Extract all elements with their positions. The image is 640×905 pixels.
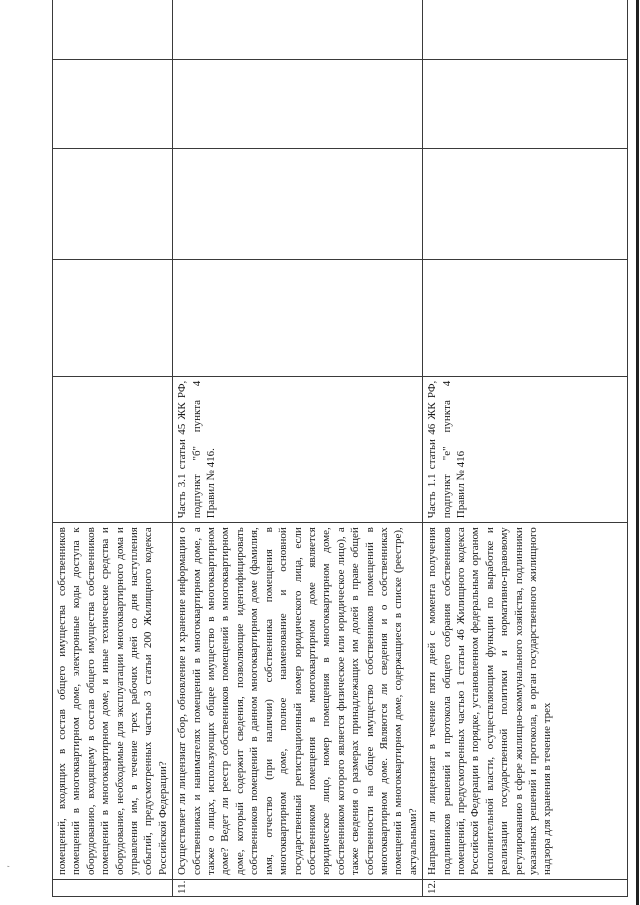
answer-no-cell <box>173 149 423 259</box>
question-cell: помещений, входящих в состав общего имущества собственников помещений в многоквартирном доме, электронные коды доступа к оборудованию, входящему в состав общего имущества собственников помещений в многоквартирном доме, и иные технические средства и оборудование, необходимые для эксплуатации многоквартирного дома и управления им, в течение трех рабочих дней со дня наступления событий, предусмотренных частью 3 статьи 200 Жилищного кодекса Российской Федерации? <box>53 523 173 880</box>
answer-no-cell <box>423 149 628 259</box>
table-row <box>53 0 173 897</box>
table-row <box>423 0 628 897</box>
answer-yes-cell <box>53 259 173 376</box>
note-cell <box>53 0 173 60</box>
answer-na-cell <box>423 60 628 149</box>
table-row <box>173 0 423 897</box>
answer-yes-cell <box>173 259 423 376</box>
note-cell <box>173 0 423 60</box>
reference-cell: Часть 3.1 статьи 45 ЖК РФ, подпункт "б" пункта 4 Правил № 416. <box>173 376 423 523</box>
answer-no-cell <box>53 149 173 259</box>
note-cell <box>423 0 628 60</box>
question-cell: Осуществляет ли лицензиат сбор, обновление и хранение информации о собственниках и нанимателях помещений в многоквартирном доме, а также о лицах, использующих общее имущество в многоквартирном доме? Ведет ли реестр собственников помещений в многоквартирном доме, который содержит сведения, позволяющие идентифицировать собственников помещений в данном многоквартирном доме (фамилия, имя, отчество (при наличии) собственника помещения в многоквартирном доме, полное наименование и основной государственный регистрационный номер юридического лица, если собственником помещения в многоквартирном доме является юридическое лицо, номер помещения в многоквартирном доме, собственником которого является физическое или юридическое лицо), а также сведения о размерах принадлежащих им долей в праве общей собственности на общее имущество собственников помещений в многоквартирном доме. Являются ли сведения и о собственниках помещений в многоквартирном доме, содержащиеся в списке (реестре), актуальными? <box>173 523 423 880</box>
row-number: 12. <box>423 880 628 897</box>
checklist-table <box>52 0 628 897</box>
question-cell: Направил ли лицензиат в течение пяти дней с момента получения подлинников решений и протокола общего собрания собственников помещений, предусмотренных частью 1 статьи 46 Жилищного кодекса Российской Федерации в порядке, установленном федеральным органом исполнительной власти, осуществляющим функции по выработке и реализации государственной политики и нормативно-правовому регулированию в сфере жилищно-коммунального хозяйства, подлинники указанных решений и протокола, в орган государственного жилищного надзора для хранения в течение трех <box>423 523 628 880</box>
reference-cell <box>53 376 173 523</box>
row-number: 11. <box>173 880 423 897</box>
answer-na-cell <box>173 60 423 149</box>
answer-na-cell <box>53 60 173 149</box>
row-number <box>53 880 173 897</box>
scan-edge-line <box>636 0 639 905</box>
answer-yes-cell <box>423 259 628 376</box>
scan-mark: ' <box>6 865 15 867</box>
reference-cell: Часть 1.1 статьи 46 ЖК РФ, подпункт "е" пункта 4 Правил № 416 <box>423 376 628 523</box>
